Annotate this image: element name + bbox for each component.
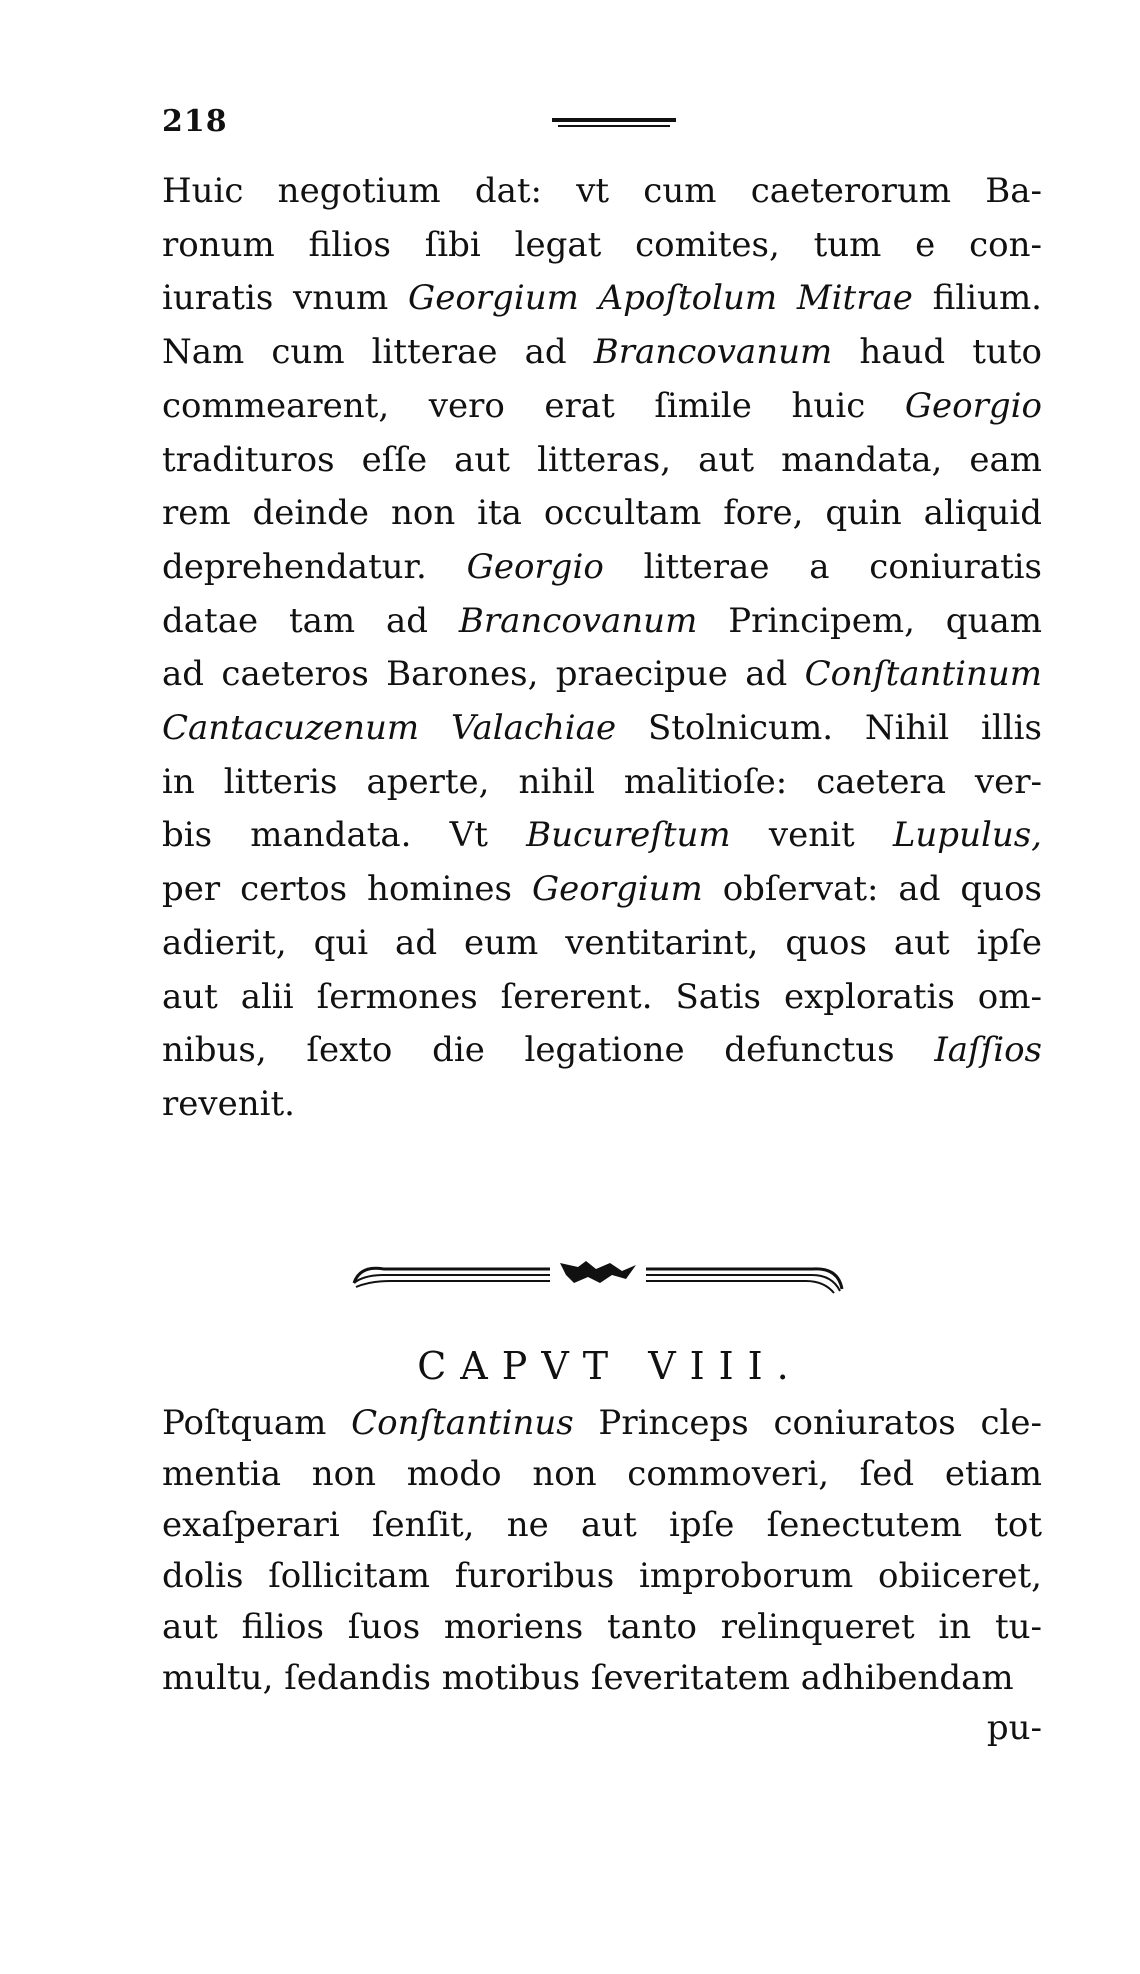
text-line <box>162 435 1042 485</box>
italic-text: Georgio <box>466 546 604 587</box>
text-line <box>162 488 1042 538</box>
text-line <box>162 1602 1042 1652</box>
header-rule <box>552 116 676 130</box>
text-run: adierit, qui ad eum ventitarint, quos aut ipſe <box>162 922 1042 963</box>
text-line <box>162 1551 1042 1601</box>
text-line <box>162 596 1042 646</box>
text-run: datae tam ad <box>162 600 459 641</box>
text-run: commearent, vero erat ſimile huic <box>162 385 905 426</box>
text-line <box>162 757 1042 807</box>
italic-text: Georgium <box>531 869 703 910</box>
text-run: aut filios ſuos moriens tanto relinqueret in tu- <box>162 1607 1042 1647</box>
text-line <box>162 1079 1042 1129</box>
text-run: deprehendatur. <box>162 546 467 587</box>
italic-text: Cantacuzenum Valachiae <box>162 708 617 748</box>
text-line <box>162 1500 1042 1550</box>
page-number: 218 <box>162 104 228 139</box>
text-run: Poſtquam <box>162 1403 352 1443</box>
text-run: iuratis vnum <box>162 278 409 319</box>
italic-text: Brancovanum <box>593 332 833 373</box>
text-line <box>162 918 1042 968</box>
text-run: bis mandata. Vt <box>162 815 527 856</box>
text-run: ronum filios ſibi legat comites, tum e con- <box>162 224 1042 265</box>
text-run: per certos homines <box>162 869 532 910</box>
text-run: in litteris aperte, nihil malitioſe: caetera ver- <box>162 761 1042 802</box>
italic-text: Bucureſtum <box>526 815 731 856</box>
text-line <box>162 327 1042 377</box>
text-run: multu, ſedandis motibus ſeveritatem adhibendam <box>162 1658 1014 1698</box>
text-line <box>162 1025 1042 1075</box>
text-run: aut alii ſermones ſererent. Satis exploratis om- <box>162 976 1042 1017</box>
text-run: revenit. <box>162 1083 295 1124</box>
italic-text: Conſtantinus <box>351 1403 574 1443</box>
text-run: Huic negotium dat: vt cum caeterorum Ba- <box>162 171 1042 211</box>
text-run: Princeps coniuratos cle- <box>573 1403 1042 1443</box>
catchword: pu- <box>986 1708 1042 1748</box>
text-line <box>162 220 1042 270</box>
text-run: rem deinde non ita occultam fore, quin aliquid <box>162 493 1042 534</box>
text-run: litterae a coniuratis <box>603 546 1042 587</box>
text-run: nibus, ſexto die legatione defunctus <box>162 1030 935 1071</box>
text-line <box>162 166 1042 216</box>
text-run: Stolnicum. Nihil illis <box>616 708 1042 748</box>
text-run: haud tuto <box>832 332 1042 373</box>
text-line <box>162 703 1042 753</box>
text-run: ad caeteros Barones, praecipue ad <box>162 654 805 695</box>
text-run: tradituros eſſe aut litteras, aut mandata, eam <box>162 439 1042 480</box>
text-line <box>162 273 1042 323</box>
text-run: dolis ſollicitam furoribus improborum obiiceret, <box>162 1556 1042 1596</box>
italic-text: Georgium Apoſtolum Mitrae <box>408 278 913 319</box>
text-line <box>162 972 1042 1022</box>
text-run: mentia non modo non commoveri, ſed etiam <box>162 1454 1042 1494</box>
italic-text: Georgio <box>904 385 1042 426</box>
italic-text: Iaſſios <box>934 1030 1042 1071</box>
text-line <box>162 1398 1042 1448</box>
text-line <box>162 1449 1042 1499</box>
chapter-heading: CAPVT VIII. <box>417 1344 803 1388</box>
text-run: obſervat: ad quos <box>702 869 1042 910</box>
text-run: venit <box>730 815 893 856</box>
text-run: Nam cum litterae ad <box>162 332 594 373</box>
text-line <box>162 381 1042 431</box>
text-line <box>162 1653 1042 1703</box>
text-line <box>162 649 1042 699</box>
text-run: filium. <box>912 278 1042 319</box>
text-line <box>162 864 1042 914</box>
italic-text: Conſtantinum <box>804 654 1042 695</box>
text-line <box>162 542 1042 592</box>
text-run: Principem, quam <box>697 600 1042 641</box>
italic-text: Lupulus, <box>892 815 1042 856</box>
italic-text: Brancovanum <box>458 600 698 641</box>
text-line <box>162 810 1042 860</box>
text-run: exaſperari ſenſit, ne aut ipſe ſenectutem tot <box>162 1505 1042 1545</box>
ornament-divider <box>350 1253 846 1297</box>
